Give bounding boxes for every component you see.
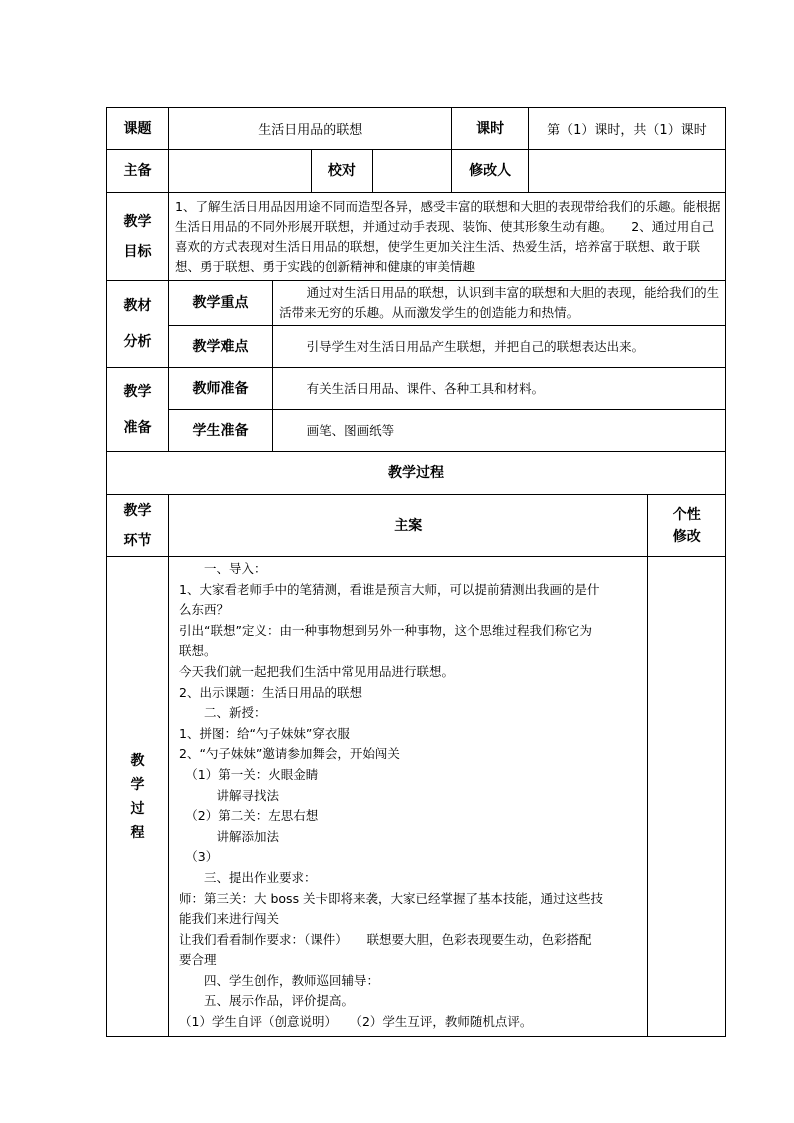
- teacher-prep-label: 教师准备: [169, 368, 273, 410]
- process-line: 讲解寻找法: [179, 787, 280, 803]
- process-line: 2、“勺子妹妹”邀请参加舞会，开始闯关: [179, 746, 400, 762]
- analysis-label: [107, 281, 169, 368]
- process-line: 五、展示作品，评价提高。: [179, 993, 355, 1009]
- student-prep-label: 学生准备: [169, 410, 273, 452]
- editor-value: [528, 150, 725, 193]
- process-line: 二、新授：: [179, 705, 267, 721]
- main-plan-header: 主案: [169, 495, 648, 557]
- process-line: 一、导入：: [179, 561, 267, 576]
- process-line: 2、出示课题：生活日用品的联想: [179, 684, 362, 700]
- objective-1: 1、了解生活日用品因用途不同而造型各异，感受丰富的联想和大胆的表现带给我们的乐趣。能根据生活日用品的不同外形展开联想，并通过动手表现、装饰、使其形象生动有趣。: [175, 198, 721, 234]
- process-label-char: 程: [130, 824, 145, 841]
- lesson-plan-table: [106, 107, 726, 1037]
- check-value: [372, 150, 451, 192]
- key-point-text: 通过对生活日用品的联想，认识到丰富的联想和大胆的表现，能给我们的生活带来无穷的乐趣。从而激发学生的创造能力和热情。: [273, 281, 726, 326]
- process-line: （1）学生自评（创意说明） （2）学生互评，教师随机点评。: [179, 1014, 533, 1030]
- lead-value: [169, 150, 312, 193]
- difficulty-label: 教学难点: [169, 326, 273, 368]
- process-label: [107, 557, 169, 1037]
- process-label-char: 学: [130, 776, 145, 793]
- process-content: [169, 557, 648, 1037]
- difficulty-text: 引导学生对生活日用品产生联想，并把自己的联想表达出来。: [273, 326, 726, 368]
- stage-header-2: 环节: [123, 532, 152, 549]
- analysis-label-1: 教材: [123, 298, 152, 314]
- process-line: 师：第三关：大 boss 关卡即将来袭，大家已经掌握了基本技能，通过这些技: [179, 890, 604, 906]
- process-line: 1、拼图：给“勺子妹妹”穿衣服: [179, 725, 350, 741]
- personal-header-2: 修改: [672, 528, 701, 545]
- process-line: 能我们来进行闯关: [179, 911, 280, 927]
- analysis-label-2: 分析: [123, 334, 152, 350]
- process-line: 今天我们就一起把我们生活中常见用品进行联想。: [179, 663, 455, 679]
- process-title: 教学过程: [107, 452, 726, 495]
- lead-label: 主备: [107, 150, 169, 193]
- personal-header: [648, 495, 726, 557]
- check-cell: [311, 150, 452, 193]
- student-prep-text: 画笔、图画纸等: [273, 410, 726, 452]
- prep-label: [107, 368, 169, 452]
- topic-label: 课题: [107, 108, 169, 150]
- prep-label-2: 准备: [123, 419, 152, 436]
- process-line: 1、大家看老师手中的笔猜测，看谁是预言大师，可以提前猜测出我画的是什: [179, 581, 600, 597]
- process-label-char: 过: [130, 800, 145, 817]
- prep-label-1: 教学: [123, 383, 152, 400]
- stage-header: [107, 495, 169, 557]
- process-line: 么东西？: [179, 602, 230, 618]
- objective-2: 2、通过用自己喜欢的方式表现对生活日用品的联想，使学生更加关注生活、热爱生活，培养富于联想、敢于联想、勇于联想、勇于实践的创新精神和健康的审美情趣: [175, 218, 715, 274]
- process-label-char: 教: [130, 752, 145, 769]
- process-line: 四、学生创作，教师巡回辅导：: [179, 972, 380, 988]
- hours-label: 课时: [452, 108, 528, 150]
- stage-header-1: 教学: [123, 502, 152, 519]
- personal-edit-cell: [648, 557, 726, 1037]
- process-line: 要合理: [179, 952, 217, 968]
- objectives-text: [169, 193, 726, 281]
- process-line: （3）: [179, 849, 219, 865]
- personal-header-1: 个性: [672, 506, 701, 523]
- editor-label: 修改人: [452, 150, 528, 193]
- check-inner: [312, 150, 452, 192]
- teacher-prep-text: 有关生活日用品、课件、各种工具和材料。: [273, 368, 726, 410]
- objectives-label: [107, 193, 169, 281]
- hours-value: 第（1）课时，共（1）课时: [528, 108, 725, 150]
- objectives-label-2: 目标: [123, 243, 152, 260]
- objectives-label-1: 教学: [123, 213, 152, 230]
- check-label: 校对: [312, 150, 373, 192]
- process-line: 联想。: [179, 643, 217, 659]
- process-line: 让我们看看制作要求：（课件） 联想要大胆，色彩表现要生动，色彩搭配: [179, 931, 592, 947]
- process-line: （1）第一关：火眼金睛: [179, 766, 319, 782]
- process-line: 三、提出作业要求：: [179, 869, 317, 885]
- process-line: 引出“联想”定义：由一种事物想到另外一种事物，这个思维过程我们称它为: [179, 622, 592, 638]
- process-line: 讲解添加法: [179, 828, 280, 844]
- topic-value: 生活日用品的联想: [169, 108, 452, 150]
- process-line: （2）第二关：左思右想: [179, 808, 319, 824]
- key-point-label: 教学重点: [169, 281, 273, 326]
